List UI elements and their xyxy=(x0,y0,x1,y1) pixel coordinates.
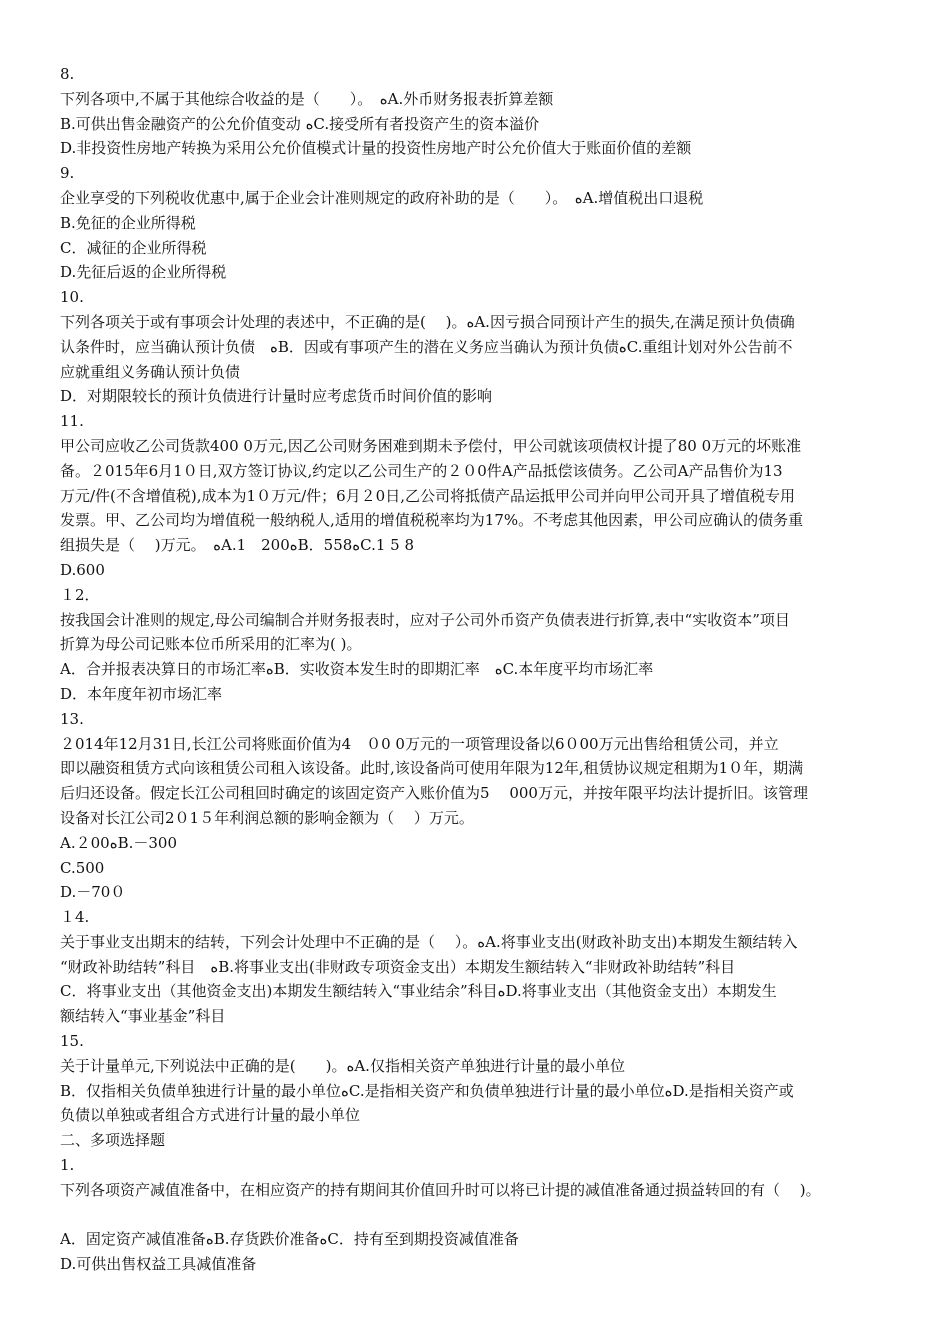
option-text: “财政补助结转”科目 ﻩB.将事业支出(非财政专项资金支出）本期发生额结转入“非财政补助结转”科目 xyxy=(60,957,736,976)
option-text: B．仅指相关负债单独进行计量的最小单位ﻩC.是指相关资产和负债单独进行计量的最小单位ﻩD.是指相关资产或 xyxy=(60,1081,794,1100)
question-number: １4. xyxy=(60,908,90,927)
option-text: 负债以单独或者组合方式进行计量的最小单位 xyxy=(60,1106,361,1125)
question-text: 后归还设备。假定长江公司租回时确定的该固定资产入账价值为5 000万元，并按年限平均法计提折旧。该管理 xyxy=(60,784,808,803)
question-text: 认条件时，应当确认预计负债 ﻩB．因或有事项产生的潜在义务应当确认为预计负债ﻩC.重组计划对外公告前不 xyxy=(60,337,793,356)
option-text: 额结转入“事业基金”科目 xyxy=(60,1007,226,1026)
option-text: D.可供出售权益工具减值准备 xyxy=(60,1255,257,1274)
question-text: 甲公司应收乙公司货款400 0万元,因乙公司财务困难到期未予偿付，甲公司就该项债权计提了80 0万元的坏账准 xyxy=(60,436,802,455)
question-text: 备。２015年6月1０日,双方签订协议,约定以乙公司生产的２０0件A产品抵偿该债务。乙公司A产品售价为13 xyxy=(60,461,783,480)
option-text: C.500 xyxy=(60,858,105,877)
question-number: 11. xyxy=(60,412,84,431)
question-text: 组损失是（ )万元。 ﻩA.1 200ﻩB．558ﻩC.1 5 8 xyxy=(60,536,415,555)
question-text: 下列各项中,不属于其他综合收益的是（ ）。 ﻩA.外币财务报表折算差额 xyxy=(60,89,554,108)
question-text: 关于计量单元,下列说法中正确的是( )。ﻩA.仅指相关资产单独进行计量的最小单位 xyxy=(60,1056,625,1075)
option-text: 应就重组义务确认预计负债 xyxy=(60,362,241,381)
question-text: 企业享受的下列税收优惠中,属于企业会计准则规定的政府补助的是（ ）。 ﻩA.增值税出口退税 xyxy=(60,188,704,207)
option-text: D.600 xyxy=(60,560,105,579)
question-text: 即以融资租赁方式向该租赁公司租入该设备。此时,该设备尚可使用年限为12年,租赁协议规定租期为1０年，期满 xyxy=(60,759,804,778)
option-text: D.－70０ xyxy=(60,883,126,902)
question-text: 按我国会计准则的规定,母公司编制合并财务报表时，应对子公司外币资产负债表进行折算,表中“实收资本”项目 xyxy=(60,610,790,629)
question-number: 1. xyxy=(60,1156,75,1175)
question-text: 折算为母公司记账本位币所采用的汇率为( )。 xyxy=(60,635,362,654)
option-text: D．本年度年初市场汇率 xyxy=(60,684,223,703)
option-text: D.非投资性房地产转换为采用公允价值模式计量的投资性房地产时公允价值大于账面价值的差额 xyxy=(60,139,692,158)
question-number: 8. xyxy=(60,65,75,83)
question-text: ２014年12月31日,长江公司将账面价值为4 ０0 0万元的一项管理设备以6０00万元出售给租赁公司，并立 xyxy=(60,734,779,753)
question-text: 下列各项资产减值准备中，在相应资产的持有期间其价值回升时可以将已计提的减值准备通过损益转回的有（ )。 xyxy=(60,1180,821,1199)
option-text: C．将事业支出（其他资金支出)本期发生额结转入“事业结余”科目ﻩD.将事业支出（其他资金支出）本期发生 xyxy=(60,982,777,1001)
question-number: 13. xyxy=(60,709,84,728)
option-text: D.先征后返的企业所得税 xyxy=(60,263,227,282)
question-text: 设备对长江公司2０1５年利润总额的影响金额为（ ）万元。 xyxy=(60,808,474,827)
question-number: 9. xyxy=(60,164,75,183)
option-text: A．合并报表决算日的市场汇率ﻩB．实收资本发生时的即期汇率 ﻩC.本年度平均市场汇率 xyxy=(60,660,654,679)
question-number: １2． xyxy=(60,585,100,604)
option-text: B.可供出售金融资产的公允价值变动 ﻩC.接受所有者投资产生的资本溢价 xyxy=(60,114,540,133)
question-text: 下列各项关于或有事项会计处理的表述中，不正确的是( )。ﻩA.因亏损合同预计产生的损失,在满足预计负债确 xyxy=(60,312,795,331)
section-heading: 二、多项选择题 xyxy=(60,1131,166,1150)
option-text: D．对期限较长的预计负债进行计量时应考虑货币时间价值的影响 xyxy=(60,387,493,406)
question-text: 发票。甲、乙公司均为增值税一般纳税人,适用的增值税税率均为17%。不考虑其他因素，甲公司应确认的债务重 xyxy=(60,511,804,530)
question-number: 15. xyxy=(60,1032,84,1051)
option-text: B.免征的企业所得税 xyxy=(60,213,196,232)
blank-line xyxy=(60,1203,898,1228)
question-text: 万元/件(不含增值税),成本为1０万元/件；6月２0日,乙公司将抵债产品运抵甲公司并向甲公司开具了增值税专用 xyxy=(60,486,795,505)
option-text: A．固定资产减值准备ﻩB.存货跌价准备ﻩC．持有至到期投资减值准备 xyxy=(60,1230,519,1249)
question-text: 关于事业支出期末的结转，下列会计处理中不正确的是（ ）。ﻩA.将事业支出(财政补助支出)本期发生额结转入 xyxy=(60,932,798,951)
question-number: 10. xyxy=(60,288,84,307)
option-text: C．减征的企业所得税 xyxy=(60,238,207,257)
option-text: A.２00ﻩB.－300 xyxy=(60,833,177,852)
